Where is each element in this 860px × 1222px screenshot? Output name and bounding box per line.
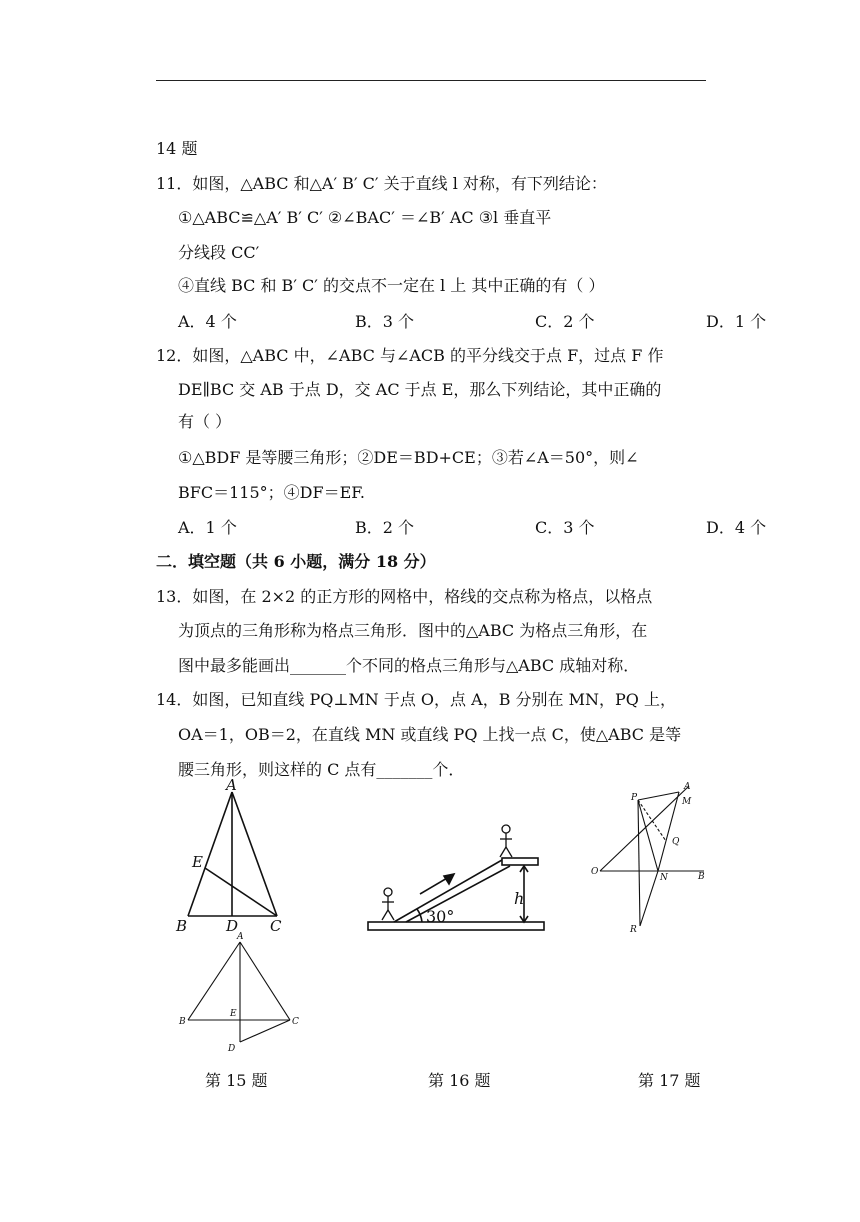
fig17-label-b: B <box>698 872 705 882</box>
q11-option-c: C．2 个 <box>535 312 595 331</box>
fig15-label-e: E <box>192 853 203 871</box>
fig15b-label-d: D <box>228 1044 236 1054</box>
q11-line4: ④直线 BC 和 B′ C′ 的交点不一定在 l 上 其中正确的有（ ） <box>178 276 605 295</box>
q12-line5: BFC＝115°；④DF＝EF. <box>178 483 365 502</box>
q11-line1: 11．如图，△ABC 和△A′ B′ C′ 关于直线 l 对称，有下列结论： <box>156 174 607 193</box>
fig17-label-a: A <box>684 782 691 792</box>
fig15-label-c: C <box>270 917 282 935</box>
figure-16 <box>362 818 547 936</box>
fig17-label-o: O <box>591 867 599 877</box>
fig17-label-p: P <box>631 793 638 803</box>
q13-line3: 图中最多能画出_______个不同的格点三角形与△ABC 成轴对称． <box>178 656 640 675</box>
q14-line1: 14．如图，已知直线 PQ⊥MN 于点 O，点 A，B 分别在 MN，PQ 上， <box>156 690 676 709</box>
fig15b-label-b: B <box>179 1017 186 1027</box>
q13-line2: 为顶点的三角形称为格点三角形．图中的△ABC 为格点三角形，在 <box>178 621 648 640</box>
figure-17 <box>586 778 718 936</box>
fig15b-label-e: E <box>230 1009 237 1019</box>
fig17-label-m: M <box>682 797 692 807</box>
figure-15-top <box>170 778 300 936</box>
q12-option-c: C．3 个 <box>535 518 595 537</box>
q12-line4: ①△BDF 是等腰三角形；②DE＝BD+CE；③若∠A＝50°，则∠ <box>178 448 639 467</box>
header-rule <box>156 80 706 81</box>
fig17-label-q: Q <box>672 837 680 847</box>
caption-fig-17: 第 17 题 <box>638 1071 701 1090</box>
q14-line3: 腰三角形，则这样的 C 点有_______个． <box>178 760 465 779</box>
q12-line2: DE∥BC 交 AB 于点 D，交 AC 于点 E，那么下列结论，其中正确的 <box>178 380 662 399</box>
q12-line1: 12．如图，△ABC 中，∠ABC 与∠ACB 的平分线交于点 F，过点 F 作 <box>156 346 664 365</box>
q11-option-a: A．4 个 <box>178 312 237 331</box>
person-top-icon <box>500 825 512 857</box>
fig15-label-a: A <box>226 778 237 794</box>
fig15-label-d: D <box>226 917 239 935</box>
q11-option-d: D．1 个 <box>706 312 767 331</box>
fig17-label-r: R <box>630 925 637 935</box>
q12-option-a: A．1 个 <box>178 518 237 537</box>
fig15b-label-c: C <box>292 1017 299 1027</box>
q13-line1: 13．如图，在 2×2 的正方形的网格中，格线的交点称为格点，以格点 <box>156 587 653 606</box>
fig15-label-b: B <box>176 917 188 935</box>
section-heading: 二．填空题（共 6 小题，满分 18 分） <box>156 552 436 571</box>
person-bottom-icon <box>382 888 394 920</box>
q14-line2: OA＝1，OB＝2，在直线 MN 或直线 PQ 上找一点 C，使△ABC 是等 <box>178 725 682 744</box>
figure-15-bottom <box>172 930 302 1055</box>
q12-option-d: D．4 个 <box>706 518 767 537</box>
q11-option-b: B．3 个 <box>355 312 415 331</box>
fig16-angle-label: 30° <box>426 907 455 926</box>
fig16-h-label: h <box>514 889 525 908</box>
top-note: 14 题 <box>156 139 198 158</box>
q12-line3: 有（ ） <box>178 412 232 431</box>
fig17-label-n: N <box>660 873 668 883</box>
caption-fig-16: 第 16 题 <box>428 1071 491 1090</box>
q11-line3: 分线段 CC′ <box>178 243 260 262</box>
q12-option-b: B．2 个 <box>355 518 415 537</box>
caption-fig-15: 第 15 题 <box>205 1071 268 1090</box>
q11-line2: ①△ABC≌△A′ B′ C′ ②∠BAC′ ＝∠B′ AC ③l 垂直平 <box>178 208 552 227</box>
fig15b-label-a: A <box>237 932 244 942</box>
